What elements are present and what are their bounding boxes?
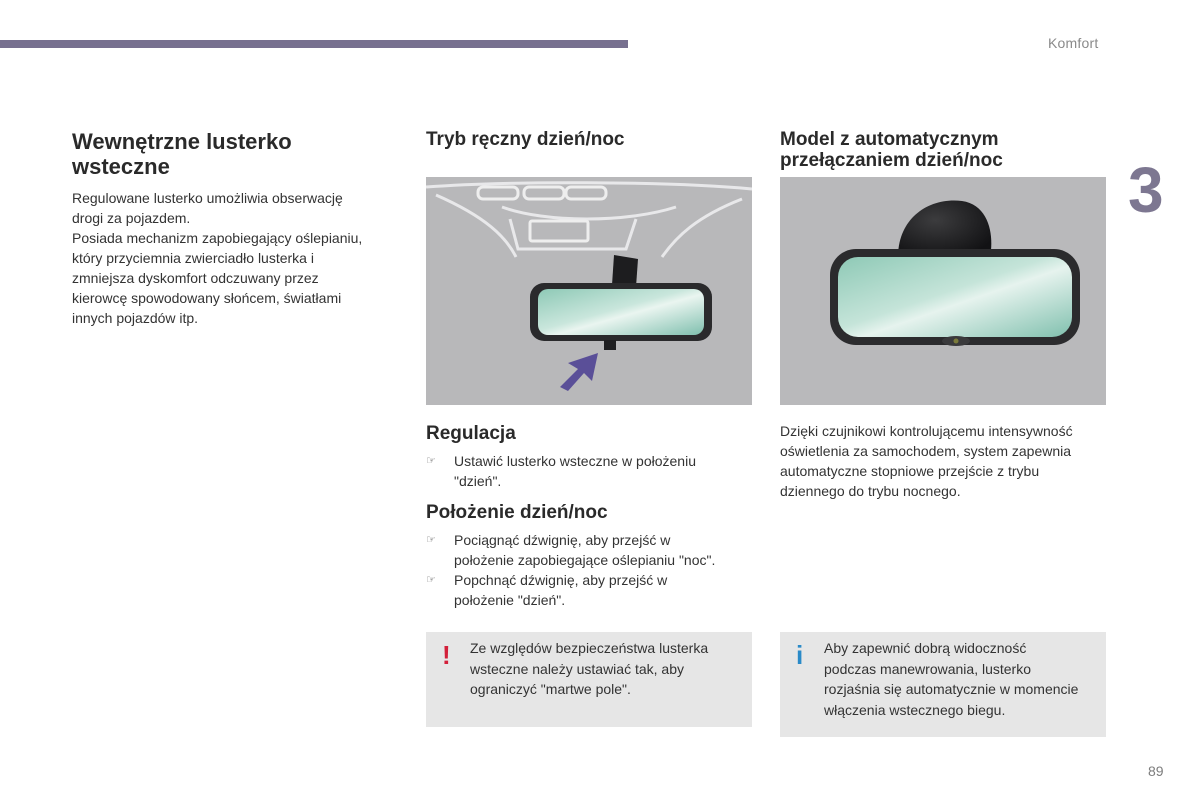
info-line: Aby zapewnić dobrą widoczność xyxy=(824,640,1027,656)
list-item-line: Popchnąć dźwignię, aby przejść w xyxy=(454,572,668,588)
intro-line: innych pojazdów itp. xyxy=(72,310,199,326)
hand-pointer-icon: ☞ xyxy=(426,534,436,546)
regulacja-title: Regulacja xyxy=(426,423,516,444)
warning-exclamation-icon: ! xyxy=(442,640,451,670)
warning-note xyxy=(426,632,752,727)
auto-mode-line: dziennego do trybu nocnego. xyxy=(780,483,961,499)
auto-mode-title-line2: przełączaniem dzień/noc xyxy=(780,150,1003,171)
info-line: rozjaśnia się automatycznie w momencie xyxy=(824,681,1079,697)
intro-line: który przyciemnia zwierciadło lusterka i xyxy=(72,250,314,266)
intro-line: Regulowane lusterko umożliwia obserwację xyxy=(72,190,343,206)
page-title-line1: Wewnętrzne lusterko xyxy=(72,129,292,154)
warning-text xyxy=(470,638,708,700)
list-item xyxy=(426,570,756,610)
auto-mode-title-line1: Model z automatycznym xyxy=(780,129,999,150)
warning-line: wsteczne należy ustawiać tak, aby xyxy=(470,660,684,677)
auto-mirror-illustration xyxy=(780,177,1106,405)
regulacja-list xyxy=(426,451,756,491)
auto-mode-text xyxy=(780,421,1110,501)
page-number: 89 xyxy=(1148,763,1164,779)
list-item-line: Pociągnąć dźwignię, aby przejść w xyxy=(454,532,671,548)
info-text xyxy=(824,638,1078,720)
intro-text xyxy=(72,188,402,328)
auto-mode-line: automatyczne stopniowe przejście z trybu xyxy=(780,463,1040,479)
info-icon: i xyxy=(796,640,804,670)
page-title xyxy=(72,129,402,179)
auto-mirror-icon xyxy=(780,177,1106,405)
auto-mode-line: Dzięki czujnikowi kontrolującemu intensywność xyxy=(780,423,1073,439)
info-line: włączenia wstecznego biegu. xyxy=(824,701,1006,718)
auto-mode-line: oświetlenia za samochodem, system zapewnia xyxy=(780,443,1072,459)
list-item xyxy=(426,451,756,491)
manual-mirror-illustration xyxy=(426,177,752,405)
warning-line: ograniczyć "martwe pole". xyxy=(470,681,631,697)
list-item-line: położenie zapobiegające oślepianiu "noc". xyxy=(454,552,716,568)
left-column xyxy=(72,129,402,328)
list-item-line: położenie "dzień". xyxy=(454,592,566,608)
info-note xyxy=(780,632,1106,737)
intro-line: zmniejsza dyskomfort odczuwany przez xyxy=(72,270,319,286)
list-item-line: "dzień". xyxy=(454,473,502,489)
warning-line: Ze względów bezpieczeństwa lusterka xyxy=(470,640,709,656)
intro-line: drogi za pojazdem. xyxy=(72,210,191,226)
polozenie-list xyxy=(426,530,756,610)
auto-mode-title xyxy=(780,129,1003,171)
polozenie-title: Położenie dzień/noc xyxy=(426,502,608,523)
manual-mode-title: Tryb ręczny dzień/noc xyxy=(426,129,625,150)
chapter-number: 3 xyxy=(1128,154,1164,226)
intro-line: kierowcę spowodowany słońcem, światłami xyxy=(72,290,342,306)
intro-line: Posiada mechanizm zapobiegający oślepianiu, xyxy=(72,230,363,246)
page-title-line2: wsteczne xyxy=(72,154,170,179)
info-line: podczas manewrowania, lusterko xyxy=(824,660,1031,677)
section-title: Komfort xyxy=(1048,35,1099,51)
manual-mirror-icon xyxy=(426,177,752,405)
hand-pointer-icon: ☞ xyxy=(426,574,436,586)
hand-pointer-icon: ☞ xyxy=(426,455,436,467)
list-item xyxy=(426,530,756,570)
header-accent-bar xyxy=(0,40,628,48)
list-item-line: Ustawić lusterko wsteczne w położeniu xyxy=(454,453,696,469)
